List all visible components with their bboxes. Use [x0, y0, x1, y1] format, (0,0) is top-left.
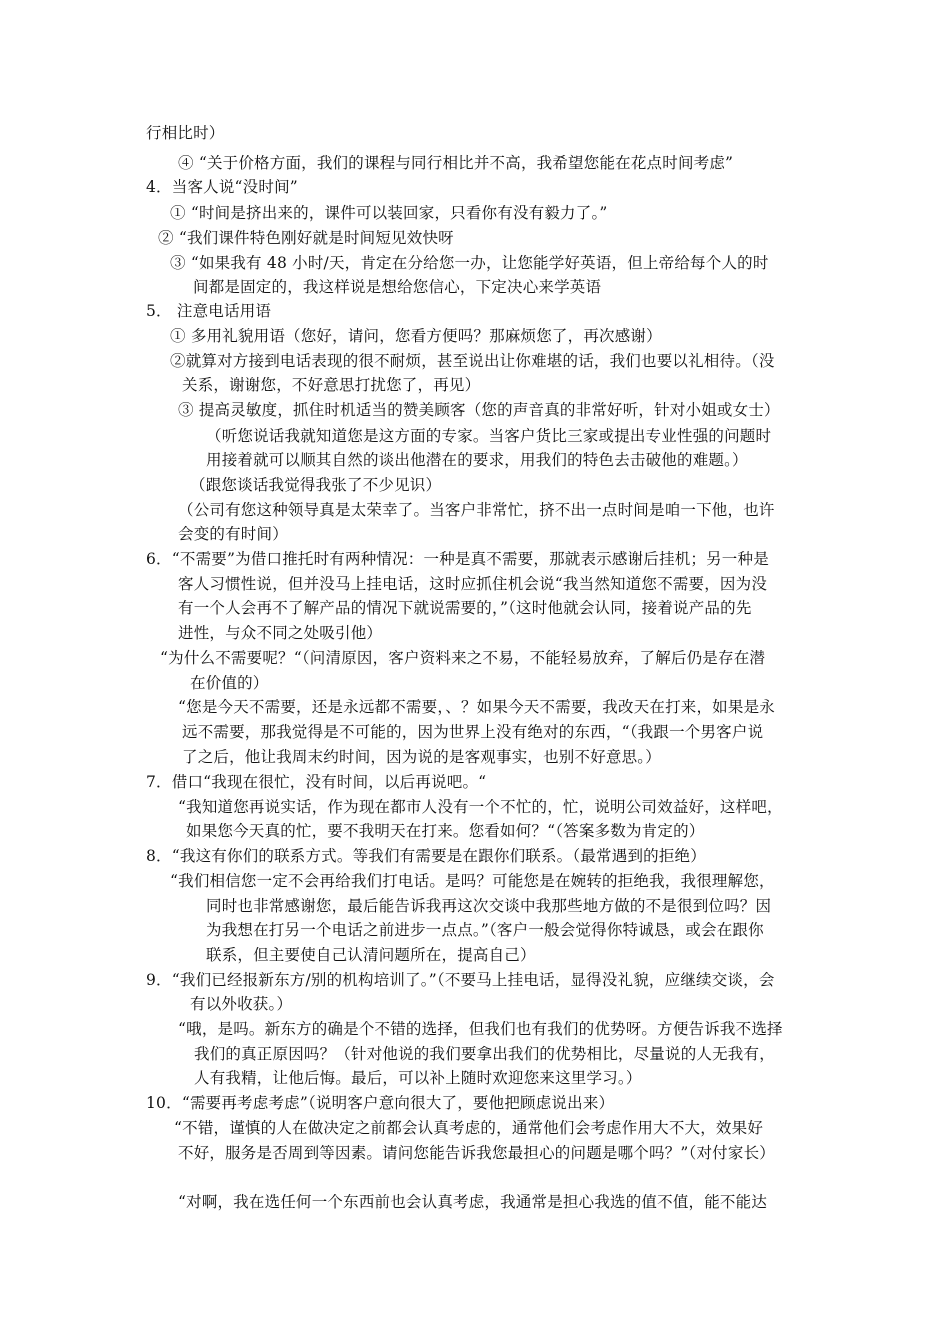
text-line: 人有我精，让他后悔。最后，可以补上随时欢迎您来这里学习。） — [194, 1069, 642, 1087]
text-line: 有以外收获。） — [190, 995, 293, 1013]
text-line: 行相比时） — [146, 124, 225, 142]
text-line: “您是今天不需要，还是永远都不需要，、？如果今天不需要，我改天在打来，如果是永 — [178, 698, 775, 716]
text-line: ③ “如果我有 48 小时/天，肯定在分给您一办，让您能学好英语，但上帝给每个人的时 — [170, 254, 769, 272]
text-line: 10．“需要再考虑考虑”（说明客户意向很大了，要他把顾虑说出来） — [146, 1094, 615, 1112]
text-line: 4．当客人说“没时间” — [146, 178, 298, 196]
text-line: 我们的真正原因吗？（针对他说的我们要拿出我们的优势相比，尽量说的人无我有， — [194, 1045, 775, 1063]
text-line: 6．“不需要”为借口推托时有两种情况：一种是真不需要，那就表示感谢后挂机；另一种是 — [146, 550, 769, 568]
text-line: 不好，服务是否周到等因素。请问您能告诉我您最担心的问题是哪个吗？”（对付家长） — [178, 1144, 775, 1162]
text-line: 8．“我这有你们的联系方式。等我们有需要是在跟你们联系。（最常遇到的拒绝） — [146, 847, 706, 865]
text-line: 如果您今天真的忙，要不我明天在打来。您看如何？“（答案多数为肯定的） — [186, 822, 705, 840]
text-line: “不错，谨慎的人在做决定之前都会认真考虑的，通常他们会考虑作用大不大，效果好 — [174, 1119, 764, 1137]
text-line: ③ 提高灵敏度，抓住时机适当的赞美顾客（您的声音真的非常好听，针对小姐或女士） — [178, 401, 780, 419]
text-line: 有一个人会再不了解产品的情况下就说需要的，”（这时他就会认同，接着说产品的先 — [178, 599, 752, 617]
text-line: 关系，谢谢您，不好意思打扰您了，再见） — [182, 376, 481, 394]
text-line: 了之后，他让我周末约时间，因为说的是客观事实，也别不好意思。） — [182, 748, 661, 766]
text-line: 客人习惯性说，但并没马上挂电话，这时应抓住机会说“我当然知道您不需要，因为没 — [178, 575, 768, 593]
text-line: 在价值的） — [190, 674, 269, 692]
text-line: 5． 注意电话用语 — [146, 302, 272, 320]
text-line: （跟您谈话我觉得我张了不少见识） — [190, 476, 442, 494]
text-line: ④ “关于价格方面，我们的课程与同行相比并不高，我希望您能在花点时间考虑” — [178, 154, 734, 172]
text-line: 间都是固定的，我这样说是想给您信心，下定决心来学英语 — [193, 278, 602, 296]
text-line: ② “我们课件特色刚好就是时间短见效快呀 — [158, 229, 454, 247]
text-line: 为我想在打另一个电话之前进步一点点。”（客户一般会觉得你特诚恳，或会在跟你 — [206, 921, 764, 939]
text-line: 联系，但主要使自己认清问题所在，提高自己） — [206, 946, 536, 964]
text-line: ②就算对方接到电话表现的很不耐烦，甚至说出让你难堪的话，我们也要以礼相待。（没 — [170, 352, 775, 370]
text-line: 远不需要，那我觉得是不可能的，因为世界上没有绝对的东西，“（我跟一个男客户说 — [182, 723, 764, 741]
text-line: ① 多用礼貌用语（您好，请问，您看方便吗？那麻烦您了，再次感谢） — [170, 327, 662, 345]
text-line: 同时也非常感谢您，最后能告诉我再这次交谈中我那些地方做的不是很到位吗？因 — [206, 897, 772, 915]
text-line: “为什么不需要呢？“（问清原因，客户资料来之不易，不能轻易放弃，了解后仍是存在潜 — [160, 649, 766, 667]
text-line: ① “时间是挤出来的，课件可以装回家，只看你有没有毅力了。” — [170, 204, 608, 222]
text-line: “对啊，我在选任何一个东西前也会认真考虑，我通常是担心我选的值不值，能不能达 — [178, 1193, 768, 1211]
text-line: “我知道您再说实话，作为现在都市人没有一个不忙的，忙，说明公司效益好，这样吧， — [178, 798, 783, 816]
text-line: 7．借口“我现在很忙，没有时间，以后再说吧。“ — [146, 773, 487, 791]
text-line: 进性，与众不同之处吸引他） — [178, 624, 383, 642]
text-line: （听您说话我就知道您是这方面的专家。当客户货比三家或提出专业性强的问题时 — [206, 427, 772, 445]
text-line: “我们相信您一定不会再给我们打电话。是吗？可能您是在婉转的拒绝我，我很理解您， — [170, 872, 775, 890]
text-line: 9．“我们已经报新东方/别的机构培训了。”（不要马上挂电话，显得没礼貌，应继续交谈，会 — [146, 971, 775, 989]
text-line: “哦，是吗。新东方的确是个不错的选择，但我们也有我们的优势呀。方便告诉我不选择 — [178, 1020, 783, 1038]
text-line: 会变的有时间） — [178, 525, 288, 543]
text-line: （公司有您这种领导真是太荣幸了。当客户非常忙，挤不出一点时间是咱一下他，也许 — [178, 501, 775, 519]
text-line: 用接着就可以顺其自然的谈出他潜在的要求，用我们的特色去击破他的难题。） — [206, 451, 748, 469]
